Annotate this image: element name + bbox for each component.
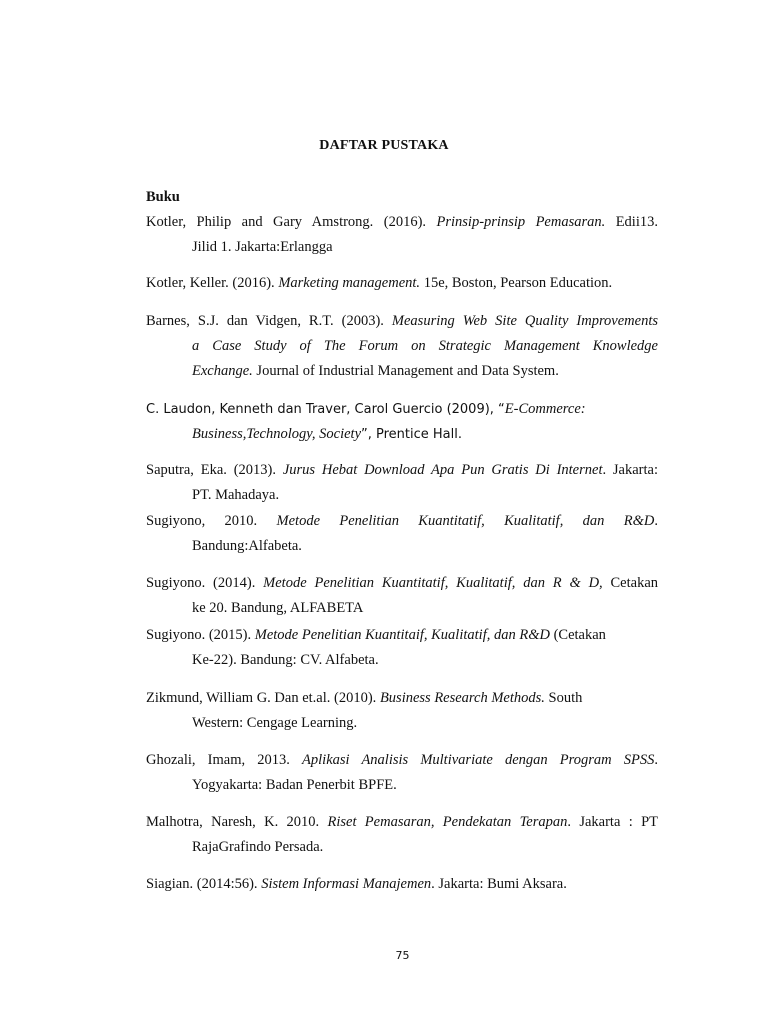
reference-entry: [146, 748, 658, 798]
section-heading: Buku: [146, 189, 180, 205]
reference-continuation: PT. Mahadaya.: [192, 487, 280, 503]
reference-first-line: Sugiyono. (2015). Metode Penelitian Kuantitaif, Kualitatif, dan R&D (Cetakan: [146, 627, 606, 643]
page-title: DAFTAR PUSTAKA: [319, 138, 449, 153]
reference-continuation: Jilid 1. Jakarta:Erlangga: [192, 239, 333, 255]
reference-first-line: Malhotra, Naresh, K. 2010. Riset Pemasaran, Pendekatan Terapan. Jakarta : PT: [146, 814, 658, 830]
reference-first-line: Zikmund, William G. Dan et.al. (2010). Business Research Methods. South: [146, 690, 583, 706]
reference-entry: [146, 623, 658, 673]
reference-entry: [146, 309, 658, 384]
reference-first-line: C. Laudon, Kenneth dan Traver, Carol Guercio (2009), “E-Commerce:: [146, 401, 586, 417]
reference-first-line: Saputra, Eka. (2013). Jurus Hebat Download Apa Pun Gratis Di Internet. Jakarta:: [146, 462, 659, 478]
reference-entry: [146, 271, 658, 296]
page-number: 75: [395, 949, 410, 962]
reference-entry: [146, 872, 658, 897]
reference-continuation: Exchange. Journal of Industrial Management and Data System.: [192, 363, 559, 379]
reference-continuation: Business,Technology, Society”, Prentice Hall.: [192, 426, 463, 442]
reference-continuation: RajaGrafindo Persada.: [192, 839, 324, 855]
reference-entry: [146, 571, 658, 621]
reference-continuation: a Case Study of The Forum on Strategic Management Knowledge: [192, 338, 658, 354]
reference-continuation: Western: Cengage Learning.: [192, 715, 358, 731]
reference-first-line: Ghozali, Imam, 2013. Aplikasi Analisis Multivariate dengan Program SPSS.: [146, 752, 658, 768]
reference-continuation: Ke-22). Bandung: CV. Alfabeta.: [192, 652, 379, 668]
reference-continuation: Yogyakarta: Badan Penerbit BPFE.: [192, 777, 397, 793]
reference-continuation: ke 20. Bandung, ALFABETA: [192, 600, 364, 616]
reference-first-line: Sugiyono. (2014). Metode Penelitian Kuantitatif, Kualitatif, dan R & D, Cetakan: [146, 575, 659, 591]
reference-first-line: Barnes, S.J. dan Vidgen, R.T. (2003). Measuring Web Site Quality Improvements: [146, 313, 658, 329]
reference-first-line: Kotler, Keller. (2016). Marketing management. 15e, Boston, Pearson Education.: [146, 275, 613, 291]
reference-entry: [146, 509, 658, 559]
reference-first-line: Kotler, Philip and Gary Amstrong. (2016). Prinsip-prinsip Pemasaran. Edii13.: [146, 214, 658, 230]
reference-first-line: Sugiyono, 2010. Metode Penelitian Kuantitatif, Kualitatif, dan R&D.: [146, 513, 658, 529]
reference-entry: [146, 810, 658, 860]
reference-entry: [146, 458, 658, 508]
reference-first-line: Siagian. (2014:56). Sistem Informasi Manajemen. Jakarta: Bumi Aksara.: [146, 876, 567, 892]
reference-continuation: Bandung:Alfabeta.: [192, 538, 302, 554]
reference-entry: [146, 210, 658, 260]
reference-entry: [146, 686, 658, 736]
reference-entry: [146, 397, 658, 447]
